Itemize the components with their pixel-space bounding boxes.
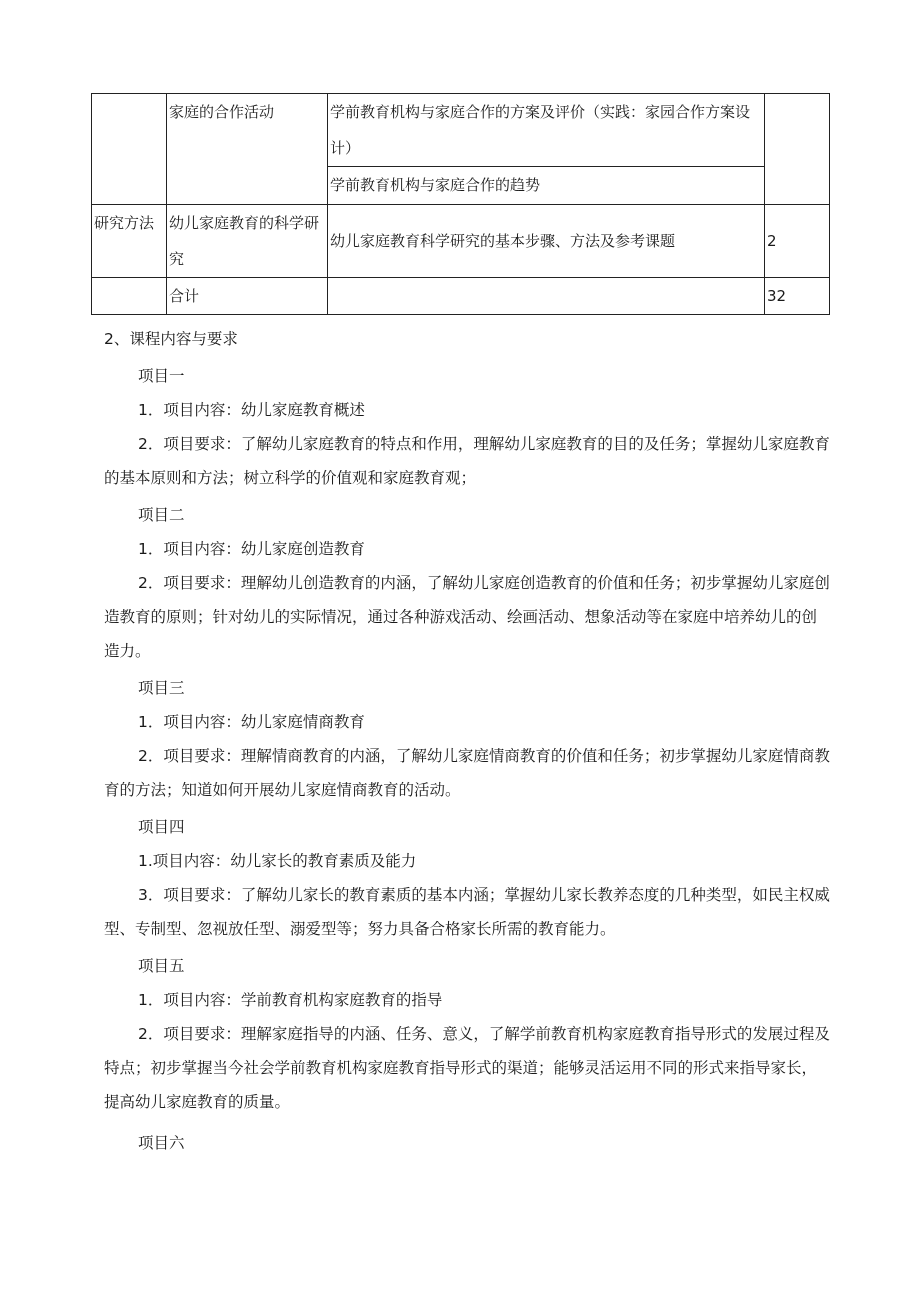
table-cell-hours: 2 xyxy=(765,205,830,278)
project-content: 1．项目内容：幼儿家庭教育概述 xyxy=(138,401,365,419)
project-content: 1．项目内容：幼儿家庭创造教育 xyxy=(138,540,365,558)
section-title: 2、课程内容与要求 xyxy=(104,330,238,348)
project-content: 1．项目内容：幼儿家庭情商教育 xyxy=(138,713,365,731)
project-content: 1.项目内容：幼儿家长的教育素质及能力 xyxy=(138,852,417,870)
course-content-section xyxy=(104,322,830,1160)
project-requirement: 2．项目要求：理解幼儿创造教育的内涵，了解幼儿家庭创造教育的价值和任务；初步掌握幼儿家庭创造教育的原则；针对幼儿的实际情况，通过各种游戏活动、绘画活动、想象活动等在家庭中培养幼儿的创造力。 xyxy=(104,574,830,660)
table-cell-module: 研究方法 xyxy=(92,205,167,278)
table-row xyxy=(92,205,830,278)
project-requirement: 2．项目要求：理解家庭指导的内涵、任务、意义，了解学前教育机构家庭教育指导形式的发展过程及特点；初步掌握当今社会学前教育机构家庭教育指导形式的渠道；能够灵活运用不同的形式来指导家长，提高幼儿家庭教育的质量。 xyxy=(104,1025,830,1111)
project-requirement: 2．项目要求：了解幼儿家庭教育的特点和作用，理解幼儿家庭教育的目的及任务；掌握幼儿家庭教育的基本原则和方法；树立科学的价值观和家庭教育观； xyxy=(104,435,830,487)
project-title: 项目一 xyxy=(138,367,185,385)
table-cell-content: 学前教育机构与家庭合作的趋势 xyxy=(328,167,765,205)
project-title: 项目三 xyxy=(138,679,185,697)
table-cell-topic: 合计 xyxy=(167,278,328,315)
table-cell-module xyxy=(92,278,167,315)
project-requirement: 3．项目要求：了解幼儿家长的教育素质的基本内涵；掌握幼儿家长教养态度的几种类型，如民主权威型、专制型、忽视放任型、溺爱型等；努力具备合格家长所需的教育能力。 xyxy=(104,886,830,938)
project-title: 项目四 xyxy=(138,818,185,836)
course-table xyxy=(91,93,830,315)
table-cell-hours xyxy=(765,94,830,205)
table-cell-module xyxy=(92,94,167,205)
project-title: 项目五 xyxy=(138,957,185,975)
project-title: 项目二 xyxy=(138,506,185,524)
table-row xyxy=(92,278,830,315)
table-cell-content: 幼儿家庭教育科学研究的基本步骤、方法及参考课题 xyxy=(328,205,765,278)
project-requirement: 2．项目要求：理解情商教育的内涵，了解幼儿家庭情商教育的价值和任务；初步掌握幼儿家庭情商教育的方法；知道如何开展幼儿家庭情商教育的活动。 xyxy=(104,747,830,799)
table-cell-topic: 家庭的合作活动 xyxy=(167,94,328,205)
table-cell-content xyxy=(328,278,765,315)
table-cell-topic: 幼儿家庭教育的科学研究 xyxy=(167,205,328,278)
table-cell-content: 学前教育机构与家庭合作的方案及评价（实践：家园合作方案设计） xyxy=(328,94,765,167)
table-cell-hours: 32 xyxy=(765,278,830,315)
table-row xyxy=(92,94,830,167)
project-content: 1．项目内容：学前教育机构家庭教育的指导 xyxy=(138,991,443,1009)
project-title: 项目六 xyxy=(138,1134,185,1152)
